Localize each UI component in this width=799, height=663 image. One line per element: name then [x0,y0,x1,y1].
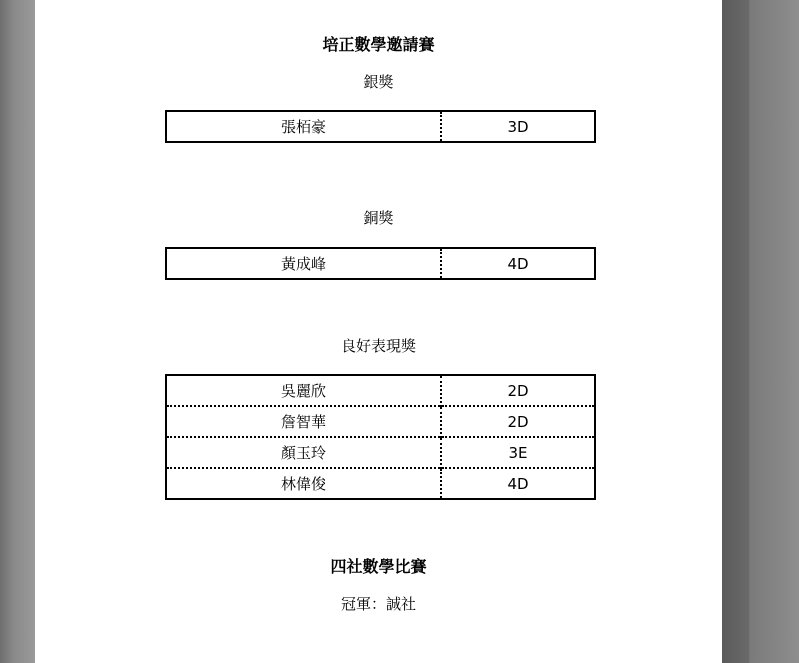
award-title-good-performance: 良好表現獎 [340,337,416,355]
table-row [166,375,595,406]
winner-class: 3D [507,117,529,136]
winner-class: 2D [507,381,529,400]
winner-name: 黃成峰 [166,248,441,279]
winner-name: 顏玉玲 [166,437,441,468]
winner-class: 2D [441,406,595,437]
table-row [166,111,595,142]
competition-title-house-math: 四社數學比賽 [330,557,427,576]
table-row [166,468,595,499]
winner-class: 3E [441,437,595,468]
winner-name: 吳麗欣 [166,375,441,406]
table-row [166,248,595,279]
viewer-left-margin [0,0,35,663]
competition-title: 培正數學邀請賽 [322,35,435,54]
table-row [166,406,595,437]
house-champion-result: 冠軍：誠社 [340,595,416,613]
table-row [166,437,595,468]
document-page [35,0,722,663]
winner-name: 張栢豪 [166,111,441,142]
good-performance-award-table [165,374,596,500]
award-title-silver: 銀獎 [363,73,394,91]
winner-class: 4D [441,468,595,499]
silver-award-table [165,110,596,143]
award-title-bronze: 銅獎 [363,209,394,227]
winner-class: 4D [507,254,529,273]
winner-name: 詹智華 [166,406,441,437]
winner-name: 林偉俊 [166,468,441,499]
viewer-right-margin [722,0,799,663]
bronze-award-table [165,247,596,280]
